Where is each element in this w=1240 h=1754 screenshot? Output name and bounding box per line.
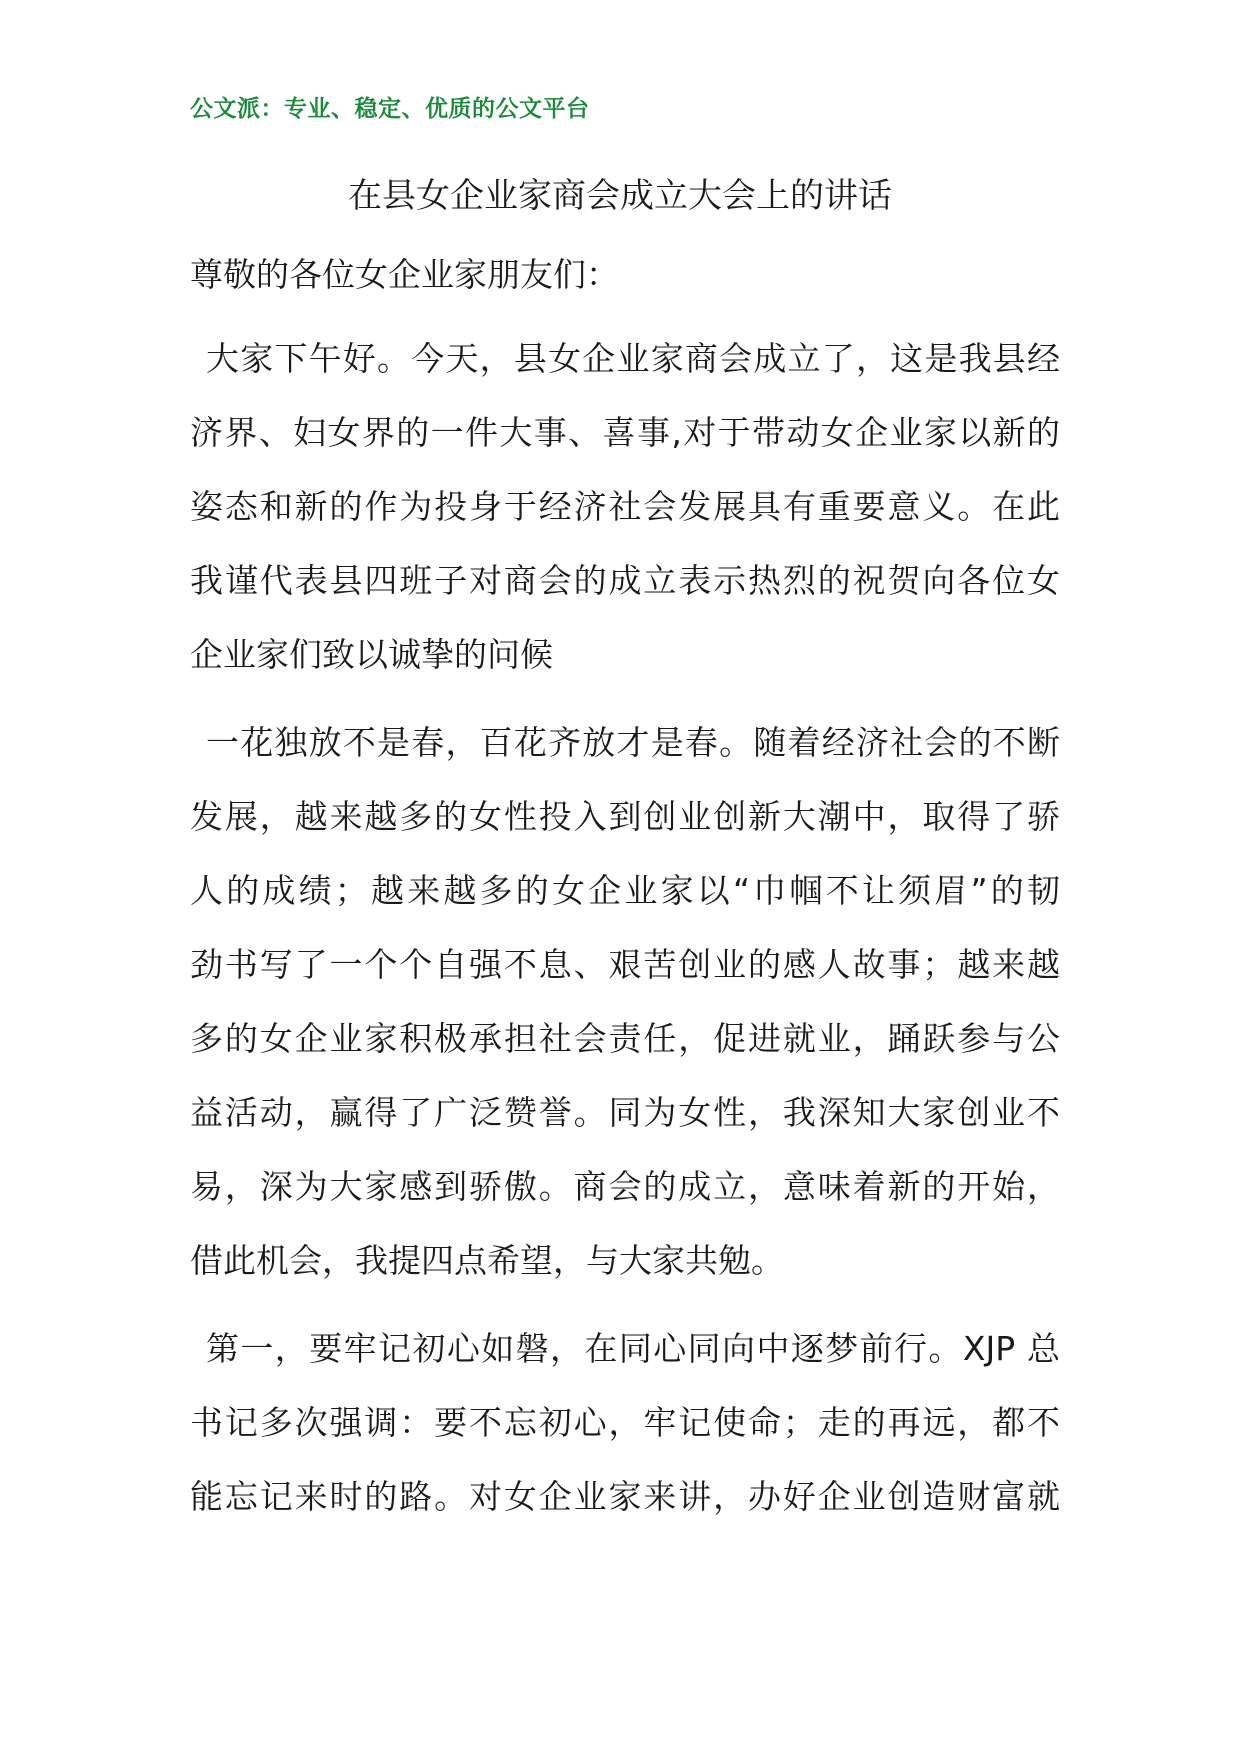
site-banner: 公文派：专业、稳定、优质的公文平台 bbox=[190, 96, 590, 122]
paragraph-line: 我谨代表县四班子对商会的成立表示热烈的祝贺向各位女 bbox=[190, 561, 1060, 600]
paragraph-2 bbox=[190, 706, 1060, 1298]
paragraph-line: 人的成绩；越来越多的女企业家以“巾帼不让须眉”的韧 bbox=[190, 871, 1060, 910]
paragraph-line: 一花独放不是春，百花齐放才是春。随着经济社会的不断 bbox=[206, 723, 1060, 762]
paragraph-line: 劲书写了一个个自强不息、艰苦创业的感人故事；越来越 bbox=[190, 945, 1060, 984]
document-body bbox=[190, 242, 1060, 1534]
document-title: 在县女企业家商会成立大会上的讲话 bbox=[348, 176, 892, 216]
paragraph-line: 多的女企业家积极承担社会责任，促进就业，踊跃参与公 bbox=[190, 1019, 1060, 1058]
paragraph-line: 第一，要牢记初心如磐，在同心同向中逐梦前行。XJP 总 bbox=[206, 1329, 1060, 1368]
paragraph-line: 能忘记来时的路。对女企业家来讲，办好企业创造财富就 bbox=[190, 1477, 1060, 1516]
paragraph-line: 借此机会，我提四点希望，与大家共勉。 bbox=[190, 1241, 784, 1280]
paragraph-1 bbox=[190, 322, 1060, 692]
paragraph-line: 济界、妇女界的一件大事、喜事,对于带动女企业家以新的 bbox=[190, 413, 1060, 452]
paragraph-line: 易，深为大家感到骄傲。商会的成立，意味着新的开始， bbox=[190, 1167, 1060, 1206]
paragraph-line: 书记多次强调：要不忘初心，牢记使命；走的再远，都不 bbox=[190, 1403, 1060, 1442]
paragraph-line: 企业家们致以诚挚的问候 bbox=[190, 635, 553, 674]
paragraph-line: 姿态和新的作为投身于经济社会发展具有重要意义。在此 bbox=[190, 487, 1060, 526]
paragraph-line: 发展，越来越多的女性投入到创业创新大潮中，取得了骄 bbox=[190, 797, 1060, 836]
paragraph-3 bbox=[190, 1312, 1060, 1534]
salutation: 尊敬的各位女企业家朋友们： bbox=[190, 255, 619, 294]
paragraph-line: 益活动，赢得了广泛赞誉。同为女性，我深知大家创业不 bbox=[190, 1093, 1060, 1132]
paragraph-line: 大家下午好。今天，县女企业家商会成立了，这是我县经 bbox=[206, 339, 1060, 378]
